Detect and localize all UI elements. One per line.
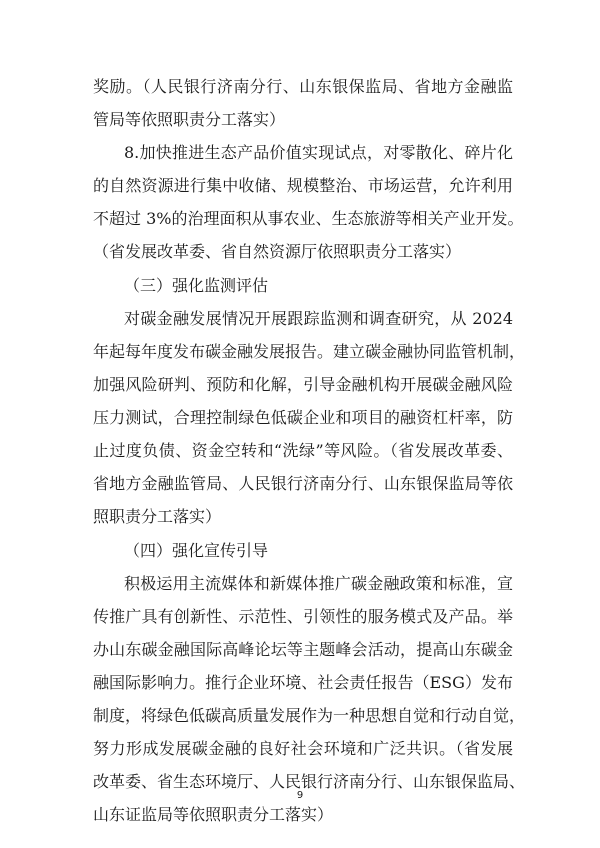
text-line: 管局等依照职责分工落实）: [93, 110, 286, 129]
text-line: 制度，将绿色低碳高质量发展作为一种思想自觉和行动自觉，: [93, 706, 526, 725]
text-line: （省发展改革委、省自然资源厅依照职责分工落实）: [93, 242, 462, 261]
text-line: 的自然资源进行集中收储、规模整治、市场运营，允许利用: [93, 176, 513, 195]
text-line: 压力测试，合理控制绿色低碳企业和项目的融资杠杆率，防: [93, 408, 513, 427]
text-line: 改革委、省生态环境厅、人民银行济南分行、山东银保监局、: [93, 772, 526, 791]
page-number: 9: [296, 790, 304, 801]
text-line: 对碳金融发展情况开展跟踪监测和调查研究，从 2024: [124, 309, 513, 328]
text-line: 山东证监局等依照职责分工落实）: [93, 805, 334, 824]
section-heading: （三）强化监测评估: [124, 276, 269, 295]
text-line: 不超过 3%的治理面积从事农业、生态旅游等相关产业开发。: [93, 209, 524, 228]
text-line: 8.加快推进生态产品价值实现试点，对零散化、碎片化: [124, 143, 513, 162]
text-line: 照职责分工落实）: [93, 507, 222, 526]
text-line: 奖励。（人民银行济南分行、山东银保监局、省地方金融监: [93, 77, 513, 96]
text-line: 办山东碳金融国际高峰论坛等主题峰会活动，提高山东碳金: [93, 640, 513, 659]
text-line: 融国际影响力。推行企业环境、社会责任报告（ESG）发布: [93, 673, 513, 692]
text-line: 积极运用主流媒体和新媒体推广碳金融政策和标准，宣: [124, 574, 513, 593]
text-line: 省地方金融监管局、人民银行济南分行、山东银保监局等依: [93, 474, 513, 493]
text-line: 努力形成发展碳金融的良好社会环境和广泛共识。（省发展: [93, 739, 513, 758]
section-heading: （四）强化宣传引导: [124, 541, 269, 560]
text-line: 止过度负债、资金空转和“洗绿”等风险。（省发展改革委、: [93, 441, 513, 460]
text-line: 年起每年度发布碳金融发展报告。建立碳金融协同监管机制，: [93, 342, 526, 361]
text-line: 加强风险研判、预防和化解，引导金融机构开展碳金融风险: [93, 375, 513, 394]
text-line: 传推广具有创新性、示范性、引领性的服务模式及产品。举: [93, 607, 513, 626]
